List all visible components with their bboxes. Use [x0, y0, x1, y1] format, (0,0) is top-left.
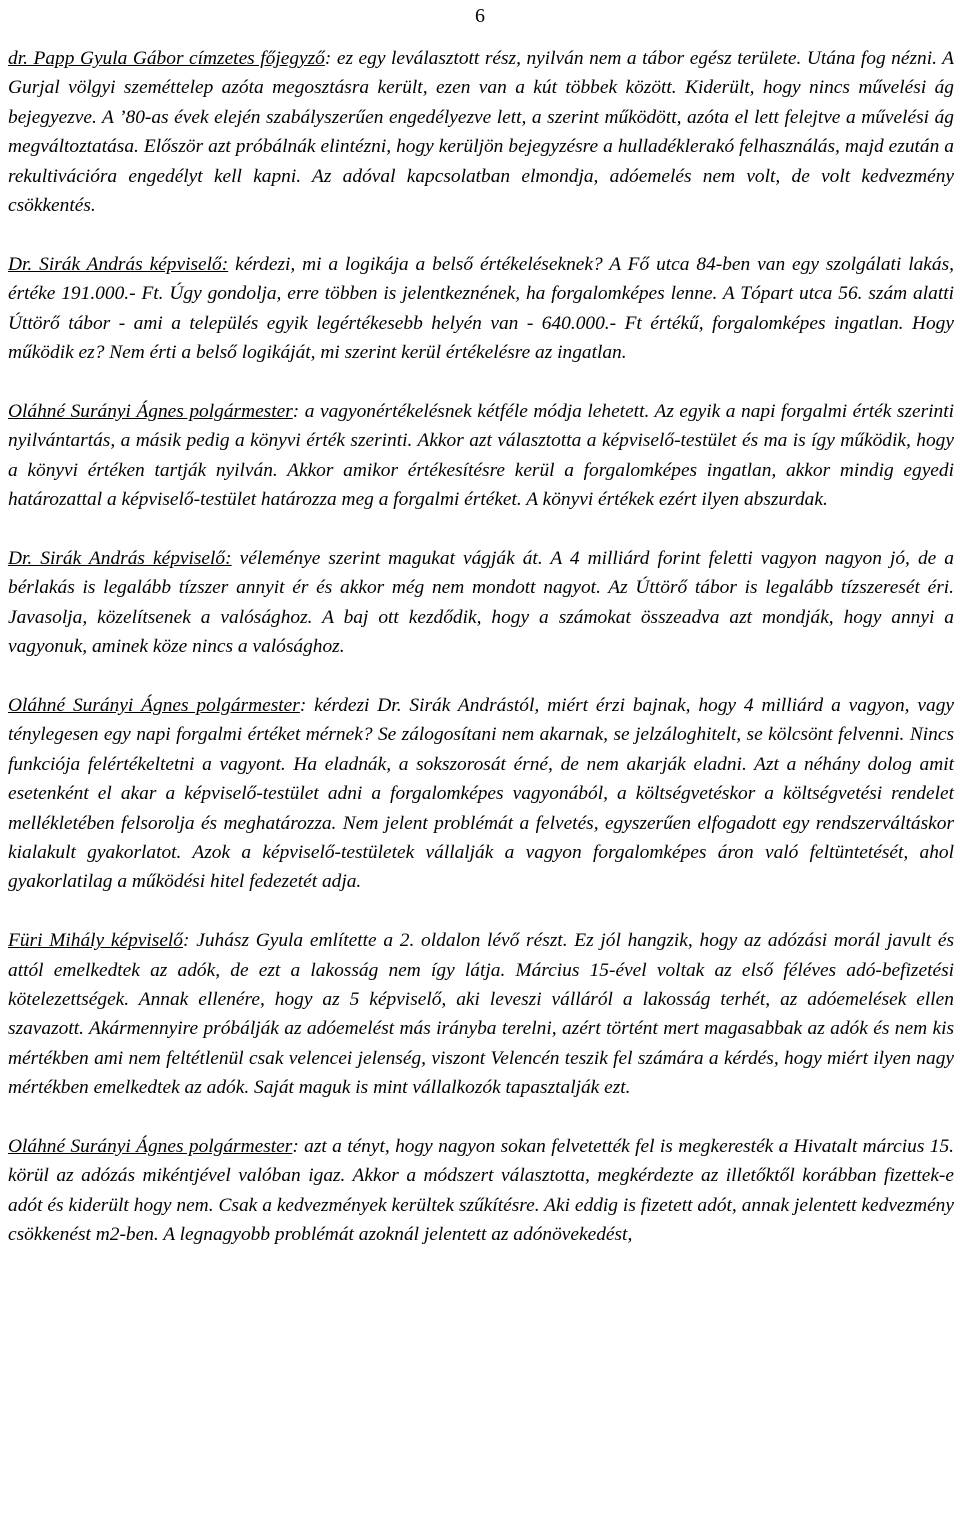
- speaker-name: Dr. Sirák András képviselő:: [8, 547, 232, 569]
- paragraph-text: : azt a tényt, hogy nagyon sokan felvetették fel is megkeresték a Hivatalt március 15. körül az adózás mikéntjével valóban igaz. Akkor a módszert választotta, megkérdezte az illetőktől korábban fizettek-e adót és kiderült hogy nem. Csak a kedvezmények kerültek szűkítésre. Aki eddig is fizetett adót, annak jelentett kedvezmény csökkenést m2-ben. A legnagyobb problémát azoknál jelentett az adónövekedést,: [8, 1135, 954, 1246]
- paragraph: [8, 250, 954, 368]
- speaker-name: Dr. Sirák András képviselő:: [8, 253, 229, 275]
- speaker-name: Oláhné Surányi Ágnes polgármester: [8, 1135, 293, 1157]
- page-number: 6: [475, 5, 485, 27]
- paragraph: [8, 691, 954, 897]
- paragraph-text: véleménye szerint magukat vágják át. A 4 milliárd forint feletti vagyon nagyon jó, de a bérlakás is legalább tízszer annyit ér és akkor még nem mondott nagyot. Az Úttörő tábor is legalább tízszeresét éri. Javasolja, közelítsenek a valósághoz. A baj ott kezdődik, hogy a számokat összeadva azt mondják, hogy annyi a vagyonuk, aminek köze nincs a valósághoz.: [8, 547, 954, 658]
- speaker-name: Oláhné Surányi Ágnes polgármester: [8, 400, 293, 422]
- paragraph-text: : kérdezi Dr. Sirák Andrástól, miért érzi bajnak, hogy 4 milliárd a vagyon, vagy ténylegesen egy napi forgalmi értéket mérnek? Se zálogosítani nem akarnak, se jelzáloghitelt, se kölcsönt felvenni. Nincs funkciója felértékeltetni a vagyont. Ha eladnák, a sokszorosát érné, de nem akarják eladni. Azt a néhány dolog amit esetenként el akar a képviselő-testület adni a forgalomképes vagyonából, a költségvetéskor a költségvetési rendelet mellékletében felsorolja és meghatározza. Nem jelent problémát a felvetés, egyszerűen elfogadott egy rendszerváltáskor kialakult gyakorlatot. Azok a képviselő-testületek vállalják a vagyon forgalomképes áron való feltüntetését, ahol gyakorlatilag a működési hitel fedezetét adja.: [8, 694, 955, 893]
- paragraph-text: : a vagyonértékelésnek kétféle módja lehetett. Az egyik a napi forgalmi érték szerinti nyilvántartás, a másik pedig a könyvi érték szerinti. Akkor azt választotta a képviselő-testület és ma is így működik, hogy a könyvi értéken tartják nyilván. Akkor amikor értékesítésre kerül a forgalomképes ingatlan, akkor mindig egyedi határozattal a képviselő-testület határozza meg a forgalmi értéket. A könyvi értékek ezért ilyen abszurdak.: [8, 400, 954, 511]
- speaker-name: dr. Papp Gyula Gábor címzetes főjegyző: [8, 48, 325, 69]
- speaker-name: Oláhné Surányi Ágnes polgármester: [8, 694, 300, 716]
- paragraph: [8, 1132, 954, 1250]
- paragraph: [8, 926, 954, 1102]
- document-body: [8, 44, 954, 1279]
- paragraph-text: : ez egy leválasztott rész, nyilván nem a tábor egész területe. Utána fog nézni. A Gurjal völgyi szeméttelep azóta megosztásra került, ezen van a kút többek között. Kiderült, hogy nincs művelési ág bejegyezve. A ’80-as évek elején szabályszerűen engedélyezve lett, a szerint működött, azóta el lett felejtve a művelési ág megváltoztatása. Először azt próbálnák elintézni, hogy kerüljön bejegyzésre a hulladéklerakó felhasználás, majd ezután a rekultivációra engedélyt kell kapni. Az adóval kapcsolatban elmondja, adóemelés nem volt, de volt kedvezmény csökkentés.: [8, 48, 954, 217]
- paragraph-text: : Juhász Gyula említette a 2. oldalon lévő részt. Ez jól hangzik, hogy az adózási morál javult és attól emelkedtek az adók, de ezt a lakosság nem így látja. Március 15-ével voltak az első féléves adó-befizetési kötelezettségek. Annak ellenére, hogy az 5 képviselő, aki leveszi válláról a lakosság terhét, az adóemelések ellen szavazott. Akármennyire próbálják az adóemelést más irányba terelni, azért történt mert magasabbak az adók és nem kis mértékben ami nem feltétlenül csak velencei jelenség, viszont Velencén teszik fel számára a kérdés, hogy miért ilyen nagy mértékben emelkedtek az adók. Saját maguk is mint vállalkozók tapasztalják ezt.: [8, 930, 954, 1099]
- paragraph: [8, 44, 954, 220]
- paragraph: [8, 397, 954, 515]
- speaker-name: Füri Mihály képviselő: [8, 930, 184, 952]
- paragraph: [8, 544, 954, 662]
- paragraph-text: kérdezi, mi a logikája a belső értékeléseknek? A Fő utca 84-ben van egy szolgálati lakás, értéke 191.000.- Ft. Úgy gondolja, erre többen is jelentkeznének, ha forgalomképes lenne. A Tópart utca 56. szám alatti Úttörő tábor - ami a település egyik legértékesebb helyén van - 640.000.- Ft értékű, forgalomképes ingatlan. Hogy működik ez? Nem érti a belső logikáját, mi szerint kerül értékelésre az ingatlan.: [8, 253, 954, 364]
